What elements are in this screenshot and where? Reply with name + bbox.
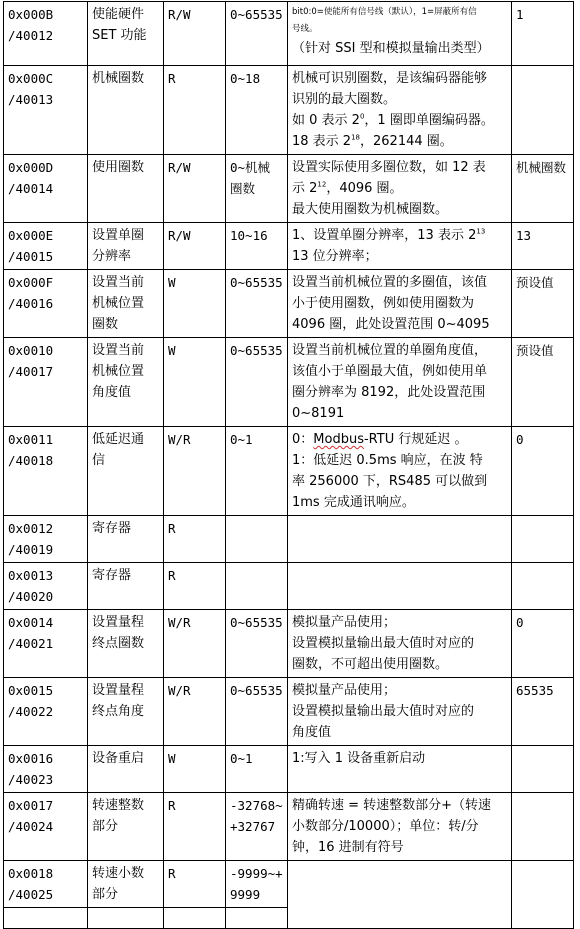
default-value-cell bbox=[512, 66, 574, 155]
description-line: 小于使用圈数，例如使用圈数为 bbox=[292, 296, 475, 311]
description-line bbox=[292, 225, 508, 246]
register-address-hex: 0x000E bbox=[8, 228, 54, 243]
register-address-modbus: /40024 bbox=[8, 819, 54, 834]
register-address-hex: 0x0012 bbox=[8, 521, 54, 536]
access-mode-cell bbox=[164, 155, 226, 223]
register-address-modbus: /40020 bbox=[8, 589, 54, 604]
register-address-cell bbox=[4, 2, 88, 66]
default-value: 预设值 bbox=[516, 343, 554, 358]
description-line bbox=[292, 429, 508, 450]
description-text: 如 0 表示 2 bbox=[292, 113, 360, 128]
register-name-cell bbox=[88, 610, 164, 678]
empty-cell bbox=[226, 908, 288, 929]
register-name-line: 信 bbox=[92, 453, 106, 468]
table-row bbox=[4, 2, 574, 66]
default-value-cell bbox=[512, 563, 574, 610]
access-mode: R bbox=[168, 521, 176, 536]
description-cell bbox=[288, 746, 512, 793]
description-line bbox=[292, 131, 508, 152]
description-line: 4096 圈，此处设置范围 0~4095 bbox=[292, 317, 490, 332]
access-mode: R/W bbox=[168, 228, 191, 243]
register-address-cell bbox=[4, 338, 88, 427]
description-line: 0~8191 bbox=[292, 406, 345, 421]
register-name-cell bbox=[88, 793, 164, 861]
table-row bbox=[4, 338, 574, 427]
value-range-line: 圈数 bbox=[230, 181, 256, 196]
register-name-line: 低延迟通 bbox=[92, 432, 145, 447]
register-name-line: 寄存器 bbox=[92, 568, 132, 583]
description-line: 圈分辨率为 8192，此处设置范围 bbox=[292, 385, 486, 400]
register-address-hex: 0x0014 bbox=[8, 615, 54, 630]
value-range-cell bbox=[226, 338, 288, 427]
register-address-modbus: /40016 bbox=[8, 296, 54, 311]
description-line: 模拟量产品使用； bbox=[292, 615, 397, 630]
description-line: 该值小于单圈最大值，例如使用单 bbox=[292, 364, 488, 379]
description-cell bbox=[288, 2, 512, 66]
value-range-cell bbox=[226, 746, 288, 793]
register-name-cell bbox=[88, 270, 164, 338]
register-address-hex: 0x0011 bbox=[8, 432, 54, 447]
access-mode-cell bbox=[164, 861, 226, 908]
description-line: 精确转速 = 转速整数部分+（转速 bbox=[292, 798, 492, 813]
description-text: 1、设置单圈分辨率，13 表示 2 bbox=[292, 228, 477, 243]
register-name-line: 机械圈数 bbox=[92, 71, 145, 86]
value-range-line: 0~18 bbox=[230, 71, 261, 86]
register-name-line: 机械位置 bbox=[92, 364, 145, 379]
access-mode-cell bbox=[164, 678, 226, 746]
value-range-line: 0~65535 bbox=[230, 615, 283, 630]
access-mode-cell bbox=[164, 793, 226, 861]
access-mode-cell bbox=[164, 610, 226, 678]
register-name-cell bbox=[88, 563, 164, 610]
access-mode: W/R bbox=[168, 432, 191, 447]
register-address-cell bbox=[4, 270, 88, 338]
description-line: bit0:0=使能所有信号线（默认），1=屏蔽所有信 bbox=[292, 7, 477, 17]
description-cell bbox=[288, 270, 512, 338]
value-range-line: 0~65535 bbox=[230, 343, 283, 358]
access-mode: R bbox=[168, 798, 176, 813]
default-value-cell bbox=[512, 427, 574, 516]
description-line bbox=[292, 110, 508, 131]
default-value-cell bbox=[512, 678, 574, 746]
register-name-cell bbox=[88, 155, 164, 223]
default-value: 0 bbox=[516, 615, 524, 630]
register-address-hex: 0x000D bbox=[8, 160, 54, 175]
description-line bbox=[292, 178, 508, 199]
register-address-hex: 0x0013 bbox=[8, 568, 54, 583]
register-address-cell bbox=[4, 66, 88, 155]
register-name-line: 终点角度 bbox=[92, 704, 145, 719]
register-name-line: 寄存器 bbox=[92, 521, 132, 536]
table-row bbox=[4, 270, 574, 338]
register-name-line: 部分 bbox=[92, 887, 119, 902]
default-value-cell bbox=[512, 270, 574, 338]
empty-cell bbox=[164, 908, 226, 929]
superscript-exponent: 12 bbox=[317, 180, 327, 189]
register-name-line: 使用圈数 bbox=[92, 160, 145, 175]
register-name-cell bbox=[88, 516, 164, 563]
description-cell bbox=[288, 793, 512, 861]
superscript-exponent: 13 bbox=[476, 227, 486, 236]
access-mode: R/W bbox=[168, 160, 191, 175]
value-range-line: 0~1 bbox=[230, 432, 253, 447]
register-name-line: 设置量程 bbox=[92, 683, 145, 698]
register-address-hex: 0x000B bbox=[8, 7, 54, 22]
value-range-line: 0~65535 bbox=[230, 683, 283, 698]
register-name-line: 部分 bbox=[92, 819, 119, 834]
register-name-line: 圈数 bbox=[92, 317, 119, 332]
description-cell bbox=[288, 516, 512, 563]
access-mode-cell bbox=[164, 66, 226, 155]
description-cell bbox=[288, 155, 512, 223]
register-address-modbus: /40012 bbox=[8, 28, 54, 43]
default-value-cell bbox=[512, 338, 574, 427]
access-mode: R bbox=[168, 71, 176, 86]
register-address-hex: 0x0018 bbox=[8, 866, 54, 881]
table-row bbox=[4, 223, 574, 270]
table-row bbox=[4, 427, 574, 516]
value-range-line: +32767 bbox=[230, 819, 276, 834]
register-address-modbus: /40014 bbox=[8, 181, 54, 196]
value-range-cell bbox=[226, 223, 288, 270]
register-address-hex: 0x0017 bbox=[8, 798, 54, 813]
description-cell bbox=[288, 861, 512, 929]
value-range-line: 9999 bbox=[230, 887, 261, 902]
description-cell bbox=[288, 563, 512, 610]
register-address-cell bbox=[4, 746, 88, 793]
access-mode: W bbox=[168, 343, 176, 358]
register-address-cell bbox=[4, 610, 88, 678]
table-row bbox=[4, 746, 574, 793]
register-name-line: 设置当前 bbox=[92, 275, 145, 290]
register-name-cell bbox=[88, 861, 164, 908]
register-address-hex: 0x0015 bbox=[8, 683, 54, 698]
default-value-cell bbox=[512, 746, 574, 793]
description-line: 最大使用圈数为机械圈数。 bbox=[292, 202, 449, 217]
register-name-line: 设置单圈 bbox=[92, 228, 145, 243]
description-text: 18 表示 2 bbox=[292, 134, 352, 149]
access-mode: W/R bbox=[168, 615, 191, 630]
access-mode-cell bbox=[164, 427, 226, 516]
value-range-line: -9999~+ bbox=[230, 866, 283, 881]
description-cell bbox=[288, 223, 512, 270]
register-address-hex: 0x000C bbox=[8, 71, 54, 86]
register-name-cell bbox=[88, 66, 164, 155]
default-value-cell bbox=[512, 610, 574, 678]
access-mode-cell bbox=[164, 2, 226, 66]
default-value: 预设值 bbox=[516, 275, 554, 290]
description-cell bbox=[288, 66, 512, 155]
table-row bbox=[4, 66, 574, 155]
description-line: 小数部分/10000）；单位：转/分 bbox=[292, 819, 479, 834]
description-line: （针对 SSI 型和模拟量输出类型） bbox=[292, 41, 490, 56]
register-address-cell bbox=[4, 563, 88, 610]
register-name-cell bbox=[88, 338, 164, 427]
access-mode: W/R bbox=[168, 683, 191, 698]
register-table-body bbox=[4, 2, 574, 929]
register-name-cell bbox=[88, 427, 164, 516]
default-value-cell bbox=[512, 2, 574, 66]
register-name-cell bbox=[88, 2, 164, 66]
description-line: 设置实际使用多圈位数，如 12 表 bbox=[292, 160, 486, 175]
description-text: -RTU 行规延迟 。 bbox=[363, 432, 468, 447]
register-name-line: 角度值 bbox=[92, 385, 132, 400]
table-row bbox=[4, 793, 574, 861]
register-table bbox=[3, 1, 574, 929]
register-name-line: 设置量程 bbox=[92, 615, 145, 630]
value-range-cell bbox=[226, 270, 288, 338]
register-address-modbus: /40021 bbox=[8, 636, 54, 651]
description-cell bbox=[288, 678, 512, 746]
register-name-line: 转速小数 bbox=[92, 866, 145, 881]
value-range-line: 0~65535 bbox=[230, 7, 283, 22]
value-range-line: 0~1 bbox=[230, 751, 253, 766]
access-mode: R bbox=[168, 568, 176, 583]
value-range-line: 10~16 bbox=[230, 228, 268, 243]
description-line: 圈数，不可超出使用圈数。 bbox=[292, 657, 449, 672]
description-line: 1:写入 1 设备重新启动 bbox=[292, 751, 426, 766]
value-range-cell bbox=[226, 516, 288, 563]
default-value-cell bbox=[512, 516, 574, 563]
table-row bbox=[4, 155, 574, 223]
register-address-hex: 0x0010 bbox=[8, 343, 54, 358]
value-range-line: 0~机械 bbox=[230, 160, 271, 175]
register-address-modbus: /40022 bbox=[8, 704, 54, 719]
register-name-line: 分辨率 bbox=[92, 249, 132, 264]
register-address-modbus: /40025 bbox=[8, 887, 54, 902]
description-text: 0： bbox=[292, 432, 314, 447]
register-address-cell bbox=[4, 155, 88, 223]
access-mode: R/W bbox=[168, 7, 191, 22]
value-range-cell bbox=[226, 610, 288, 678]
description-line: 1：低延迟 0.5ms 响应，在波 特 bbox=[292, 453, 483, 468]
register-address-cell bbox=[4, 678, 88, 746]
register-name-line: 转速整数 bbox=[92, 798, 145, 813]
value-range-cell bbox=[226, 427, 288, 516]
default-value-cell bbox=[512, 793, 574, 861]
description-text: ，4096 圈。 bbox=[326, 181, 403, 196]
register-address-cell bbox=[4, 223, 88, 270]
register-address-cell bbox=[4, 427, 88, 516]
empty-cell bbox=[4, 908, 88, 929]
register-address-modbus: /40019 bbox=[8, 542, 54, 557]
description-line: 设置模拟量输出最大值时对应的 bbox=[292, 636, 475, 651]
register-address-modbus: /40023 bbox=[8, 772, 54, 787]
description-text: ，262144 圈。 bbox=[360, 134, 453, 149]
register-address-modbus: /40018 bbox=[8, 453, 54, 468]
access-mode-cell bbox=[164, 270, 226, 338]
value-range-cell bbox=[226, 563, 288, 610]
superscript-exponent: 0 bbox=[359, 112, 365, 121]
description-line: 号线。 bbox=[292, 24, 318, 34]
value-range-cell bbox=[226, 2, 288, 66]
register-address-hex: 0x0016 bbox=[8, 751, 54, 766]
empty-cell bbox=[88, 908, 164, 929]
table-row bbox=[4, 861, 574, 908]
register-name-line: 设备重启 bbox=[92, 751, 145, 766]
value-range-cell bbox=[226, 66, 288, 155]
register-address-hex: 0x000F bbox=[8, 275, 54, 290]
access-mode-cell bbox=[164, 746, 226, 793]
value-range-line: -32768~ bbox=[230, 798, 283, 813]
register-name-line: 设置当前 bbox=[92, 343, 145, 358]
description-cell bbox=[288, 338, 512, 427]
register-address-cell bbox=[4, 793, 88, 861]
description-line: 设置当前机械位置的单圈角度值， bbox=[292, 343, 488, 358]
description-line: 角度值 bbox=[292, 725, 332, 740]
description-cell bbox=[288, 610, 512, 678]
value-range-cell bbox=[226, 793, 288, 861]
register-address-cell bbox=[4, 516, 88, 563]
register-name-line: SET 功能 bbox=[92, 28, 147, 43]
default-value-cell bbox=[512, 223, 574, 270]
register-name-cell bbox=[88, 746, 164, 793]
value-range-line: 0~65535 bbox=[230, 275, 283, 290]
access-mode-cell bbox=[164, 338, 226, 427]
default-value: 13 bbox=[516, 228, 532, 243]
description-line: 模拟量产品使用； bbox=[292, 683, 397, 698]
description-line: 设置模拟量输出最大值时对应的 bbox=[292, 704, 475, 719]
description-text: ，1 圈即单圈编码器。 bbox=[364, 113, 494, 128]
description-line: 识别的最大圈数。 bbox=[292, 92, 397, 107]
description-text: 示 2 bbox=[292, 181, 318, 196]
default-value: 1 bbox=[516, 7, 524, 22]
register-name-line: 使能硬件 bbox=[92, 7, 145, 22]
superscript-exponent: 18 bbox=[351, 133, 360, 142]
register-name-cell bbox=[88, 223, 164, 270]
description-line: 13 位分辨率； bbox=[292, 249, 378, 264]
table-row bbox=[4, 610, 574, 678]
default-value: 65535 bbox=[516, 683, 554, 698]
description-line: 率 256000 下，RS485 可以做到 bbox=[292, 474, 488, 489]
default-value: 机械圈数 bbox=[516, 160, 567, 175]
value-range-cell bbox=[226, 678, 288, 746]
value-range-cell bbox=[226, 155, 288, 223]
default-value-cell bbox=[512, 155, 574, 223]
description-line: 机械可识别圈数，是该编码器能够 bbox=[292, 71, 488, 86]
access-mode: W bbox=[168, 275, 176, 290]
description-line: 钟，16 进制有符号 bbox=[292, 840, 404, 855]
register-address-modbus: /40013 bbox=[8, 92, 54, 107]
register-name-cell bbox=[88, 678, 164, 746]
register-address-modbus: /40017 bbox=[8, 364, 54, 379]
access-mode-cell bbox=[164, 223, 226, 270]
access-mode-cell bbox=[164, 516, 226, 563]
register-address-modbus: /40015 bbox=[8, 249, 54, 264]
value-range-cell bbox=[226, 861, 288, 908]
register-address-cell bbox=[4, 861, 88, 908]
table-row bbox=[4, 516, 574, 563]
access-mode: R bbox=[168, 866, 176, 881]
access-mode-cell bbox=[164, 563, 226, 610]
description-cell bbox=[288, 427, 512, 516]
default-value: 0 bbox=[516, 432, 524, 447]
description-line: 设置当前机械位置的多圈值，该值 bbox=[292, 275, 488, 290]
register-name-line: 终点圈数 bbox=[92, 636, 145, 651]
description-text: Modbus bbox=[313, 432, 364, 447]
register-name-line: 机械位置 bbox=[92, 296, 145, 311]
access-mode: W bbox=[168, 751, 176, 766]
description-line: 1ms 完成通讯响应。 bbox=[292, 495, 415, 510]
default-value-cell bbox=[512, 861, 574, 929]
table-row bbox=[4, 563, 574, 610]
table-row bbox=[4, 678, 574, 746]
